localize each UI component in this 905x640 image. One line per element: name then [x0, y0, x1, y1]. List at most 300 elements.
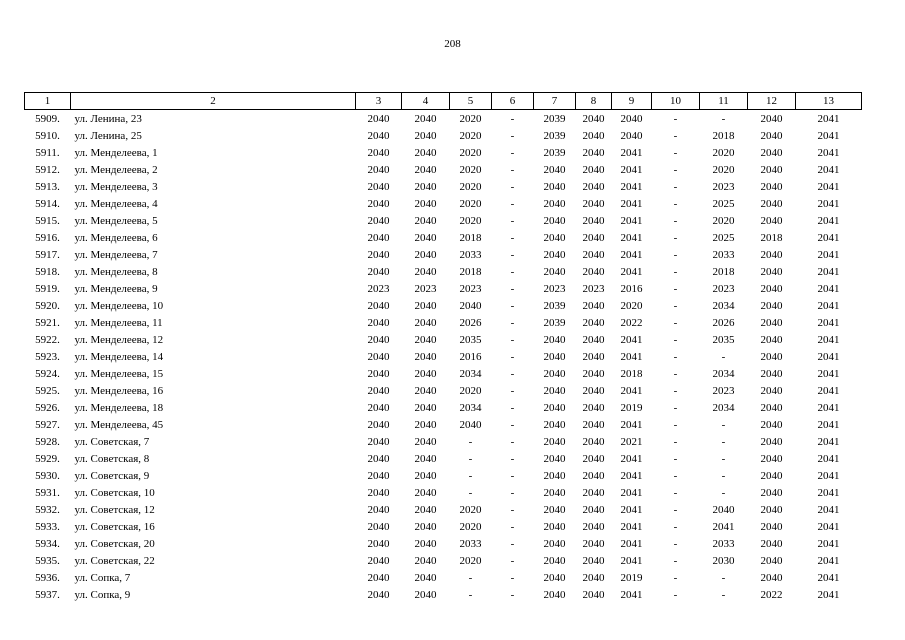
year-cell: - [721, 112, 726, 125]
table-row [25, 569, 862, 586]
year-cell: 2040 [367, 197, 390, 210]
column-header: 13 [796, 93, 862, 110]
year-cell: 2041 [817, 231, 840, 244]
year-cell: 2041 [817, 384, 840, 397]
year-cell: 2041 [817, 452, 840, 465]
year-cell: 2040 [582, 486, 605, 499]
year-cell: - [721, 435, 726, 448]
year-cell: - [510, 452, 515, 465]
year-cell: 2040 [760, 316, 783, 329]
year-cell: - [673, 197, 678, 210]
year-cell: - [673, 350, 678, 363]
year-cell: 2040 [760, 112, 783, 125]
year-cell: 2022 [620, 316, 643, 329]
year-cell: - [673, 367, 678, 380]
year-cell: 2041 [817, 367, 840, 380]
year-cell: 2040 [367, 503, 390, 516]
year-cell: - [510, 316, 515, 329]
year-cell: 2040 [760, 282, 783, 295]
year-cell: 2040 [543, 588, 566, 601]
year-cell: 2041 [620, 163, 643, 176]
year-cell: - [673, 418, 678, 431]
year-cell: 2020 [712, 163, 735, 176]
year-cell: 2020 [459, 503, 482, 516]
address-cell: ул. Советская, 22 [74, 554, 155, 567]
year-cell: 2040 [582, 520, 605, 533]
table-row [25, 433, 862, 450]
year-cell: 2041 [620, 520, 643, 533]
row-number-cell: 5936. [35, 571, 60, 584]
year-cell: 2020 [459, 384, 482, 397]
year-cell: 2040 [760, 469, 783, 482]
row-number-cell: 5930. [35, 469, 60, 482]
year-cell: 2041 [620, 146, 643, 159]
row-number-cell: 5914. [35, 197, 60, 210]
year-cell: 2041 [620, 197, 643, 210]
address-cell: ул. Менделеева, 16 [74, 384, 164, 397]
table-row [25, 586, 862, 603]
year-cell: 2041 [817, 197, 840, 210]
year-cell: 2040 [760, 537, 783, 550]
address-cell: ул. Менделеева, 5 [74, 214, 158, 227]
year-cell: 2020 [712, 146, 735, 159]
year-cell: 2040 [760, 418, 783, 431]
year-cell: - [468, 486, 473, 499]
year-cell: 2040 [582, 265, 605, 278]
year-cell: 2026 [459, 316, 482, 329]
year-cell: 2041 [817, 146, 840, 159]
address-cell: ул. Менделеева, 45 [74, 418, 164, 431]
year-cell: - [510, 571, 515, 584]
column-header: 12 [748, 93, 796, 110]
year-cell: 2040 [367, 418, 390, 431]
year-cell: 2040 [414, 588, 437, 601]
year-cell: - [510, 214, 515, 227]
row-number-cell: 5918. [35, 265, 60, 278]
year-cell: 2041 [620, 180, 643, 193]
year-cell: 2016 [459, 350, 482, 363]
year-cell: 2040 [760, 503, 783, 516]
year-cell: 2040 [760, 180, 783, 193]
year-cell: 2040 [582, 554, 605, 567]
year-cell: 2040 [760, 452, 783, 465]
year-cell: 2040 [760, 486, 783, 499]
year-cell: - [673, 401, 678, 414]
year-cell: 2041 [817, 350, 840, 363]
address-cell: ул. Менделеева, 6 [74, 231, 158, 244]
year-cell: 2040 [760, 214, 783, 227]
year-cell: 2040 [367, 112, 390, 125]
year-cell: 2040 [582, 571, 605, 584]
year-cell: 2040 [367, 588, 390, 601]
year-cell: 2040 [367, 248, 390, 261]
year-cell: 2040 [582, 367, 605, 380]
year-cell: 2040 [414, 197, 437, 210]
year-cell: 2040 [582, 435, 605, 448]
address-cell: ул. Менделеева, 9 [74, 282, 158, 295]
year-cell: 2040 [367, 452, 390, 465]
year-cell: 2040 [620, 129, 643, 142]
year-cell: 2040 [582, 401, 605, 414]
year-cell: 2020 [459, 180, 482, 193]
year-cell: 2040 [367, 367, 390, 380]
year-cell: 2040 [414, 486, 437, 499]
row-number-cell: 5921. [35, 316, 60, 329]
year-cell: 2040 [543, 265, 566, 278]
year-cell: 2040 [543, 452, 566, 465]
year-cell: - [673, 316, 678, 329]
year-cell: 2040 [414, 418, 437, 431]
year-cell: 2040 [414, 384, 437, 397]
row-number-cell: 5933. [35, 520, 60, 533]
year-cell: 2041 [620, 469, 643, 482]
year-cell: 2041 [817, 554, 840, 567]
year-cell: - [510, 231, 515, 244]
year-cell: 2040 [760, 129, 783, 142]
year-cell: 2040 [760, 197, 783, 210]
year-cell: 2040 [414, 146, 437, 159]
column-header: 4 [402, 93, 450, 110]
year-cell: 2023 [582, 282, 605, 295]
year-cell: 2040 [367, 384, 390, 397]
year-cell: 2040 [414, 265, 437, 278]
year-cell: 2040 [414, 401, 437, 414]
year-cell: 2040 [367, 435, 390, 448]
year-cell: 2040 [582, 316, 605, 329]
year-cell: 2023 [712, 282, 735, 295]
year-cell: 2041 [817, 129, 840, 142]
year-cell: - [510, 333, 515, 346]
year-cell: 2040 [367, 180, 390, 193]
year-cell: 2040 [414, 333, 437, 346]
year-cell: 2041 [620, 231, 643, 244]
year-cell: - [510, 112, 515, 125]
year-cell: 2041 [817, 469, 840, 482]
year-cell: - [468, 469, 473, 482]
year-cell: 2041 [817, 435, 840, 448]
year-cell: 2040 [543, 367, 566, 380]
year-cell: 2040 [582, 129, 605, 142]
table-row [25, 552, 862, 569]
year-cell: 2040 [367, 316, 390, 329]
year-cell: 2039 [543, 316, 566, 329]
table-row [25, 365, 862, 382]
address-cell: ул. Советская, 12 [74, 503, 155, 516]
row-number-cell: 5915. [35, 214, 60, 227]
year-cell: 2040 [367, 469, 390, 482]
year-cell: 2040 [414, 452, 437, 465]
year-cell: 2041 [817, 282, 840, 295]
table-row [25, 280, 862, 297]
year-cell: 2023 [367, 282, 390, 295]
year-cell: 2040 [543, 418, 566, 431]
year-cell: 2020 [459, 197, 482, 210]
row-number-cell: 5926. [35, 401, 60, 414]
column-header: 7 [534, 93, 576, 110]
table-row [25, 314, 862, 331]
year-cell: - [510, 435, 515, 448]
year-cell: 2041 [620, 588, 643, 601]
year-cell: 2041 [817, 503, 840, 516]
table-row [25, 297, 862, 314]
year-cell: 2040 [543, 571, 566, 584]
year-cell: - [510, 503, 515, 516]
year-cell: 2040 [543, 469, 566, 482]
year-cell: 2040 [760, 554, 783, 567]
year-cell: 2041 [817, 571, 840, 584]
year-cell: 2041 [817, 401, 840, 414]
year-cell: - [468, 452, 473, 465]
year-cell: 2040 [543, 503, 566, 516]
row-number-cell: 5929. [35, 452, 60, 465]
year-cell: 2040 [367, 333, 390, 346]
year-cell: 2040 [367, 163, 390, 176]
row-number-cell: 5934. [35, 537, 60, 550]
table-row [25, 161, 862, 178]
year-cell: 2040 [582, 469, 605, 482]
row-number-cell: 5916. [35, 231, 60, 244]
year-cell: 2041 [817, 316, 840, 329]
year-cell: 2041 [817, 112, 840, 125]
year-cell: - [510, 163, 515, 176]
year-cell: 2041 [620, 418, 643, 431]
year-cell: 2040 [414, 469, 437, 482]
year-cell: 2040 [582, 214, 605, 227]
year-cell: 2019 [620, 401, 643, 414]
row-number-cell: 5911. [35, 146, 60, 159]
year-cell: 2039 [543, 146, 566, 159]
year-cell: 2033 [712, 248, 735, 261]
year-cell: 2039 [543, 299, 566, 312]
year-cell: 2040 [760, 520, 783, 533]
year-cell: 2020 [459, 112, 482, 125]
table-body [25, 110, 862, 604]
year-cell: 2030 [712, 554, 735, 567]
year-cell: 2040 [543, 248, 566, 261]
year-cell: - [673, 469, 678, 482]
year-cell: - [673, 112, 678, 125]
year-cell: 2040 [543, 231, 566, 244]
year-cell: 2020 [459, 163, 482, 176]
year-cell: 2040 [712, 503, 735, 516]
year-cell: 2040 [582, 384, 605, 397]
column-header: 11 [700, 93, 748, 110]
year-cell: 2034 [712, 367, 735, 380]
row-number-cell: 5912. [35, 163, 60, 176]
year-cell: 2020 [459, 146, 482, 159]
address-cell: ул. Советская, 8 [74, 452, 150, 465]
year-cell: 2040 [367, 231, 390, 244]
year-cell: 2040 [760, 367, 783, 380]
table-row [25, 518, 862, 535]
year-cell: 2040 [367, 571, 390, 584]
address-cell: ул. Советская, 10 [74, 486, 155, 499]
year-cell: 2023 [459, 282, 482, 295]
year-cell: 2040 [760, 265, 783, 278]
year-cell: 2023 [543, 282, 566, 295]
year-cell: 2041 [817, 486, 840, 499]
year-cell: - [468, 588, 473, 601]
year-cell: - [721, 469, 726, 482]
year-cell: 2040 [414, 163, 437, 176]
year-cell: 2025 [712, 231, 735, 244]
table-row [25, 195, 862, 212]
year-cell: 2040 [582, 180, 605, 193]
year-cell: 2040 [543, 554, 566, 567]
year-cell: 2041 [620, 333, 643, 346]
year-cell: 2040 [582, 163, 605, 176]
year-cell: 2040 [543, 350, 566, 363]
table-row [25, 144, 862, 161]
year-cell: 2041 [620, 537, 643, 550]
year-cell: 2020 [712, 214, 735, 227]
year-cell: 2035 [459, 333, 482, 346]
row-number-cell: 5927. [35, 418, 60, 431]
year-cell: - [673, 588, 678, 601]
year-cell: - [510, 146, 515, 159]
row-number-cell: 5923. [35, 350, 60, 363]
table-row [25, 399, 862, 416]
year-cell: - [510, 299, 515, 312]
year-cell: 2040 [760, 350, 783, 363]
year-cell: 2040 [543, 197, 566, 210]
year-cell: 2040 [414, 571, 437, 584]
address-cell: ул. Менделеева, 12 [74, 333, 164, 346]
address-cell: ул. Менделеева, 18 [74, 401, 164, 414]
year-cell: 2041 [817, 418, 840, 431]
year-cell: 2040 [414, 554, 437, 567]
year-cell: - [673, 333, 678, 346]
column-header: 9 [612, 93, 652, 110]
table-row [25, 246, 862, 263]
year-cell: - [673, 248, 678, 261]
year-cell: - [510, 384, 515, 397]
address-cell: ул. Менделеева, 8 [74, 265, 158, 278]
year-cell: 2041 [620, 248, 643, 261]
year-cell: 2040 [760, 333, 783, 346]
year-cell: 2041 [817, 180, 840, 193]
year-cell: 2040 [543, 163, 566, 176]
year-cell: 2040 [543, 486, 566, 499]
year-cell: 2040 [543, 333, 566, 346]
table-row [25, 484, 862, 501]
address-cell: ул. Советская, 9 [74, 469, 150, 482]
year-cell: 2041 [817, 163, 840, 176]
year-cell: 2040 [414, 520, 437, 533]
year-cell: - [721, 588, 726, 601]
year-cell: 2041 [817, 537, 840, 550]
year-cell: 2040 [582, 452, 605, 465]
year-cell: 2040 [543, 520, 566, 533]
table-row [25, 467, 862, 484]
year-cell: 2040 [620, 112, 643, 125]
year-cell: 2020 [459, 129, 482, 142]
year-cell: 2040 [459, 418, 482, 431]
address-cell: ул. Менделеева, 4 [74, 197, 158, 210]
year-cell: 2040 [367, 299, 390, 312]
column-header: 3 [356, 93, 402, 110]
year-cell: 2041 [620, 452, 643, 465]
year-cell: 2040 [367, 554, 390, 567]
address-cell: ул. Ленина, 23 [74, 112, 142, 125]
year-cell: 2041 [620, 554, 643, 567]
year-cell: - [673, 214, 678, 227]
table-row [25, 348, 862, 365]
year-cell: 2040 [582, 333, 605, 346]
year-cell: - [673, 265, 678, 278]
page-number: 208 [444, 38, 461, 50]
year-cell: 2018 [620, 367, 643, 380]
year-cell: 2021 [620, 435, 643, 448]
year-cell: - [673, 129, 678, 142]
year-cell: - [468, 435, 473, 448]
address-cell: ул. Менделеева, 1 [74, 146, 158, 159]
year-cell: 2040 [582, 588, 605, 601]
table-row [25, 501, 862, 518]
year-cell: 2020 [459, 214, 482, 227]
year-cell: - [673, 503, 678, 516]
year-cell: 2023 [712, 180, 735, 193]
year-cell: 2040 [760, 248, 783, 261]
year-cell: 2040 [760, 163, 783, 176]
column-header: 10 [652, 93, 700, 110]
year-cell: 2040 [582, 350, 605, 363]
year-cell: - [673, 435, 678, 448]
year-cell: 2040 [543, 384, 566, 397]
year-cell: - [673, 571, 678, 584]
table-row [25, 127, 862, 144]
year-cell: 2019 [620, 571, 643, 584]
row-number-cell: 5935. [35, 554, 60, 567]
year-cell: 2041 [620, 384, 643, 397]
column-header: 5 [450, 93, 492, 110]
table-row [25, 382, 862, 399]
year-cell: 2040 [367, 401, 390, 414]
year-cell: 2041 [817, 588, 840, 601]
year-cell: 2040 [582, 418, 605, 431]
row-number-cell: 5937. [35, 588, 60, 601]
year-cell: 2041 [817, 520, 840, 533]
address-cell: ул. Сопка, 7 [74, 571, 131, 584]
year-cell: - [510, 129, 515, 142]
year-cell: 2040 [543, 214, 566, 227]
year-cell: - [510, 367, 515, 380]
year-cell: 2018 [712, 265, 735, 278]
year-cell: 2040 [582, 197, 605, 210]
year-cell: 2039 [543, 129, 566, 142]
data-table [24, 92, 862, 603]
table-row [25, 229, 862, 246]
year-cell: 2033 [459, 248, 482, 261]
year-cell: 2025 [712, 197, 735, 210]
row-number-cell: 5931. [35, 486, 60, 499]
row-number-cell: 5932. [35, 503, 60, 516]
year-cell: 2018 [712, 129, 735, 142]
year-cell: 2040 [543, 401, 566, 414]
year-cell: - [673, 282, 678, 295]
year-cell: 2040 [367, 486, 390, 499]
year-cell: 2018 [459, 231, 482, 244]
year-cell: 2041 [620, 350, 643, 363]
year-cell: 2040 [414, 180, 437, 193]
year-cell: - [721, 452, 726, 465]
row-number-cell: 5928. [35, 435, 60, 448]
year-cell: 2040 [414, 503, 437, 516]
row-number-cell: 5922. [35, 333, 60, 346]
year-cell: 2035 [712, 333, 735, 346]
year-cell: 2041 [620, 503, 643, 516]
address-cell: ул. Менделеева, 10 [74, 299, 164, 312]
